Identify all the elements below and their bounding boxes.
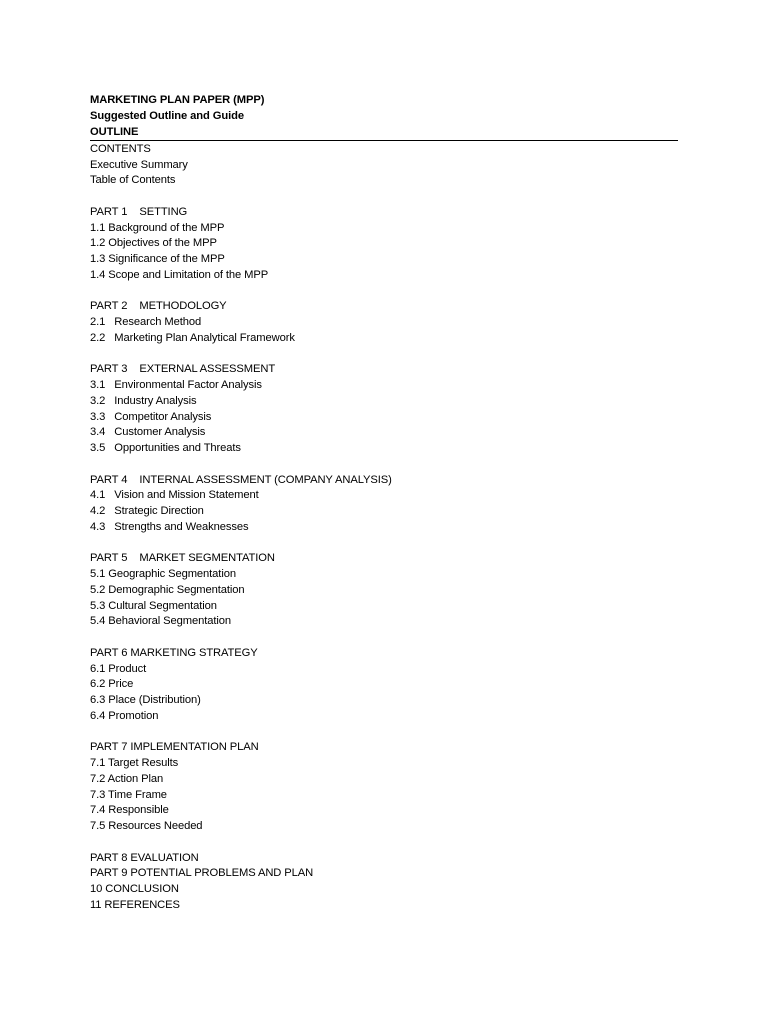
outline-item: 7.4 Responsible [90,804,169,817]
outline-item: 6.4 Promotion [90,709,159,722]
outline-heading: OUTLINE [90,125,678,142]
outline-item: 2.2 Marketing Plan Analytical Framework [90,331,295,344]
part-heading: PART 8 EVALUATION [90,851,199,864]
outline-item: 2.1 Research Method [90,316,202,328]
part-heading: 11 REFERENCES [90,898,180,911]
part-heading: PART 9 POTENTIAL PROBLEMS AND PLAN [90,867,314,880]
outline-item: 1.2 Objectives of the MPP [90,237,217,250]
outline-item: 1.1 Background of the MPP [90,221,225,234]
outline-item: 3.2 Industry Analysis [90,394,197,407]
part-section [90,205,680,284]
outline-item: 6.1 Product [90,662,147,675]
outline-item: 6.3 Place (Distribution) [90,694,201,706]
part-section [90,473,680,536]
front-matter-item: Table of Contents [90,174,176,187]
part-heading: PART 4 INTERNAL ASSESSMENT (COMPANY ANALYSIS) [90,473,392,486]
part-heading: PART 3 EXTERNAL ASSESSMENT [90,363,276,376]
outline-item: 7.2 Action Plan [90,772,164,785]
outline-item: 3.3 Competitor Analysis [90,410,212,423]
part-section [90,646,680,725]
front-matter-item: Executive Summary [90,158,188,171]
outline-item: 3.4 Customer Analysis [90,426,206,439]
document-subtitle: Suggested Outline and Guide [90,109,244,122]
outline-item: 4.1 Vision and Mission Statement [90,489,259,502]
outline-item: 5.1 Geographic Segmentation [90,568,236,580]
part-heading: PART 2 METHODOLOGY [90,300,227,313]
outline-item: 1.3 Significance of the MPP [90,253,225,265]
outline-item: 6.2 Price [90,678,134,691]
part-section [90,299,680,346]
part-section [90,740,680,835]
part-section [90,362,680,457]
document-page [90,93,680,914]
outline-item: 3.5 Opportunities and Threats [90,442,241,454]
document-title: MARKETING PLAN PAPER (MPP) [90,94,265,106]
outline-item: 4.2 Strategic Direction [90,505,204,517]
front-matter-item: CONTENTS [90,142,151,155]
outline-item: 5.3 Cultural Segmentation [90,599,217,612]
outline-item: 1.4 Scope and Limitation of the MPP [90,268,269,281]
part-heading: 10 CONCLUSION [90,883,179,895]
part-heading: PART 5 MARKET SEGMENTATION [90,552,275,565]
outline-item: 5.2 Demographic Segmentation [90,583,245,596]
part-section [90,551,680,630]
closing-list [90,851,680,914]
outline-item: 3.1 Environmental Factor Analysis [90,379,262,391]
part-heading: PART 7 IMPLEMENTATION PLAN [90,741,259,754]
outline-item: 4.3 Strengths and Weaknesses [90,520,249,533]
front-matter-list [90,142,680,189]
outline-item: 7.3 Time Frame [90,788,167,801]
outline-item: 5.4 Behavioral Segmentation [90,615,231,628]
outline-item: 7.5 Resources Needed [90,820,203,832]
part-heading: PART 6 MARKETING STRATEGY [90,646,258,659]
outline-item: 7.1 Target Results [90,757,179,769]
part-heading: PART 1 SETTING [90,205,188,218]
